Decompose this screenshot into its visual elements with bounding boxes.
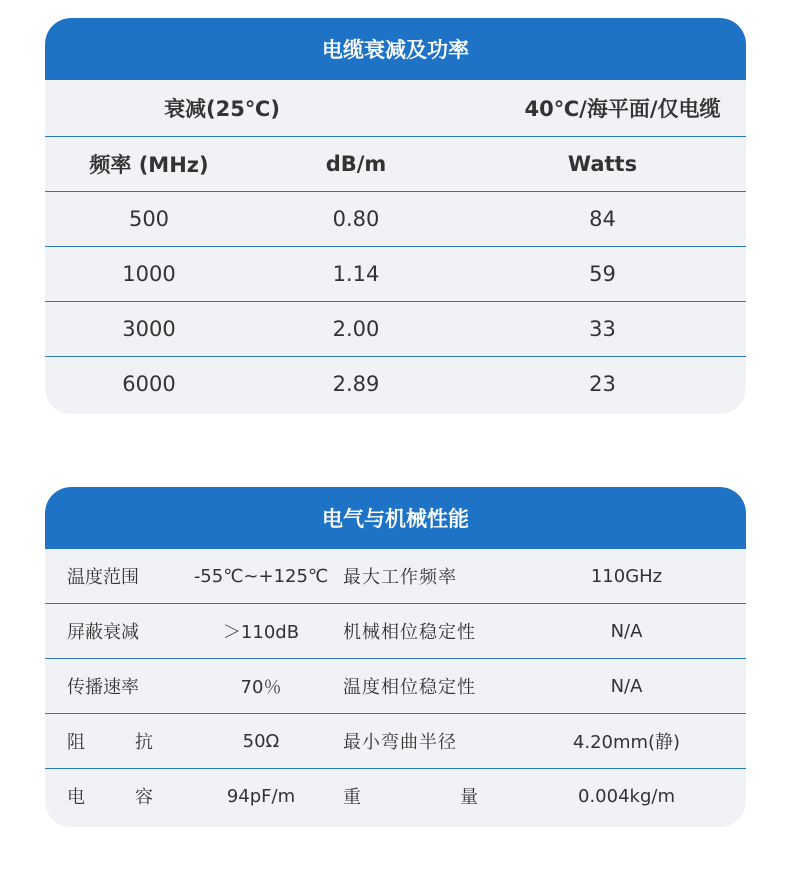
table-row (45, 549, 746, 604)
spec-label (45, 728, 165, 754)
watts-cell: 84 (589, 207, 616, 231)
watts-cell: 33 (589, 317, 616, 341)
spec-value: 4.20mm(静) (572, 732, 681, 753)
db-per-m-cell: 1.14 (332, 262, 380, 286)
db-per-m-cell: 2.00 (332, 317, 380, 341)
spec-label (45, 783, 165, 809)
frequency-cell: 6000 (122, 372, 176, 396)
spec-value: N/A (610, 675, 643, 697)
spec-value: 110GHz (590, 565, 663, 587)
table-row (45, 357, 746, 411)
watts-cell: 59 (589, 262, 616, 286)
power-condition-label: 40℃/海平面/仅电缆 (524, 97, 721, 121)
spec-label-char: 抗 (135, 732, 153, 753)
spec-label-char: 阻 (67, 732, 85, 753)
column-header-db-per-m: dB/m (325, 152, 387, 176)
db-per-m-cell: 2.89 (332, 372, 380, 396)
frequency-cell: 500 (128, 207, 170, 231)
frequency-cell: 1000 (122, 262, 176, 286)
table-row (45, 302, 746, 357)
spec-value: 50Ω (242, 730, 280, 752)
table-row (45, 604, 746, 659)
table-row (45, 659, 746, 714)
attenuation-label: 衰减(25℃) (164, 97, 280, 121)
table-row (45, 192, 746, 247)
spec-value: 70％ (240, 677, 282, 698)
spec-value: N/A (610, 620, 643, 642)
spec-label: 最小弯曲半径 (343, 732, 457, 753)
spec-label: 机械相位稳定性 (343, 622, 476, 643)
frequency-cell: 3000 (122, 317, 176, 341)
attenuation-table-title: 电缆衰减及功率 (45, 18, 746, 80)
spec-value: 0.004kg/m (578, 785, 675, 807)
spec-label: 温度相位稳定性 (343, 677, 476, 698)
attenuation-subheader-row (45, 80, 746, 137)
spec-value: 94pF/m (226, 785, 296, 807)
attenuation-header-row (45, 137, 746, 192)
spec-value: ＞110dB (222, 622, 300, 643)
db-per-m-cell: 0.80 (332, 207, 380, 231)
spec-label: 温度范围 (67, 567, 139, 588)
spec-label: 最大工作频率 (343, 567, 457, 588)
spec-label-char: 电 (67, 787, 85, 808)
watts-cell: 23 (589, 372, 616, 396)
table-row (45, 714, 746, 769)
table-row (45, 247, 746, 302)
spec-label: 屏蔽衰减 (67, 622, 139, 643)
electrical-mechanical-card (45, 487, 746, 827)
performance-table-title: 电气与机械性能 (45, 487, 746, 549)
column-header-watts: Watts (567, 152, 638, 176)
table-row (45, 769, 746, 823)
spec-value: -55℃~+125℃ (193, 565, 329, 587)
spec-label-char: 量 (460, 787, 479, 808)
spec-label (337, 783, 507, 809)
spec-label-char: 容 (135, 787, 153, 808)
column-header-frequency: 频率 (MHz) (89, 153, 209, 177)
cable-attenuation-card (45, 18, 746, 414)
spec-label: 传播速率 (67, 677, 139, 698)
spec-label-char: 重 (343, 787, 362, 808)
